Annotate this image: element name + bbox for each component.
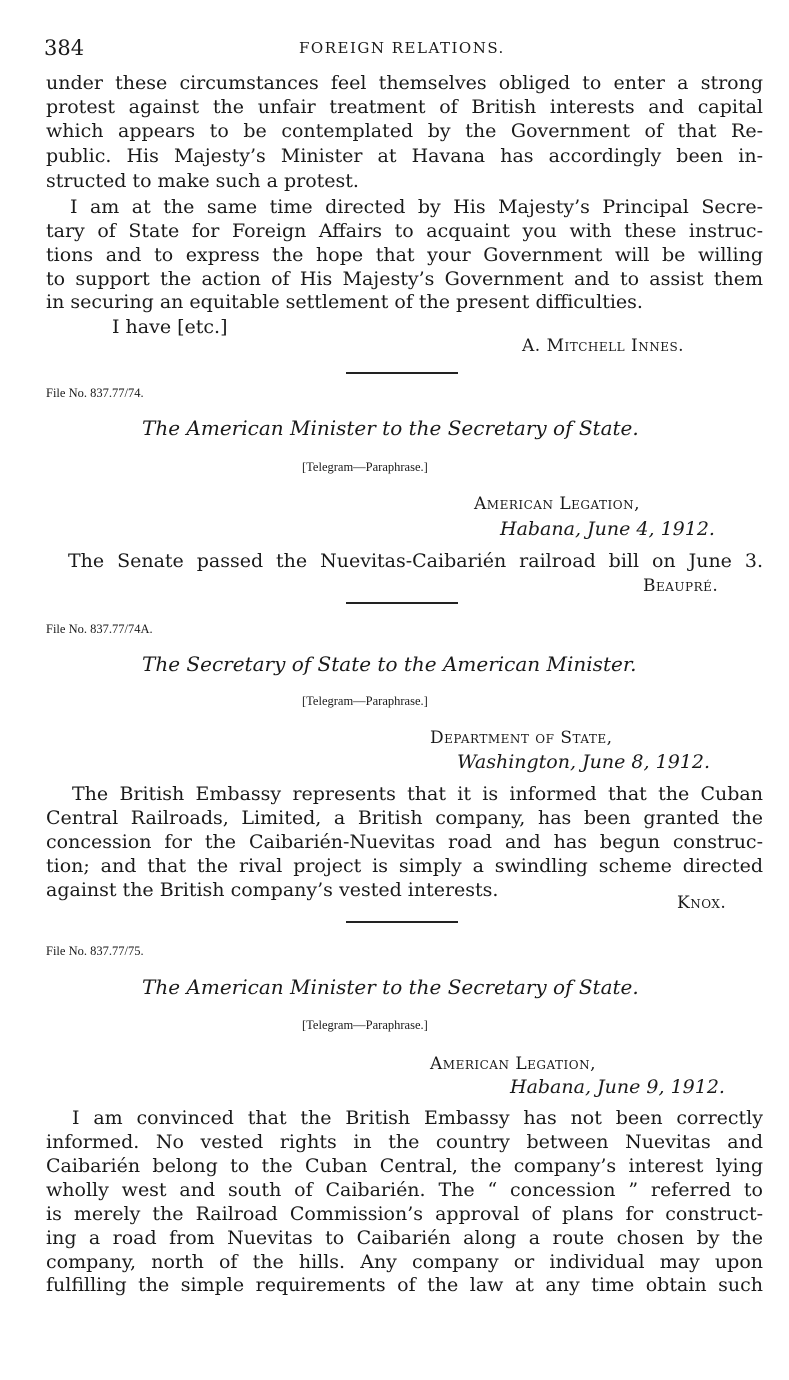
place-date: Habana, June 9, 1912.	[510, 1076, 725, 1098]
letter1-line-6: I am at the same time directed by His Majesty’s Principal Secre-	[70, 196, 763, 218]
sender-heading: Department of State,	[430, 728, 613, 748]
document-title: The American Minister to the Secretary of State.	[142, 416, 639, 440]
telegram-line-5: is merely the Railroad Commission’s approval of plans for construct-	[46, 1203, 763, 1225]
letter1-line-8: tions and to express the hope that your Government will be willing	[46, 244, 763, 266]
telegram-line-1: The British Embassy represents that it is informed that the Cuban	[72, 783, 763, 805]
telegram-body: The Senate passed the Nuevitas-Caibarién railroad bill on June 3.	[68, 550, 763, 572]
telegram-line-2: informed. No vested rights in the country between Nuevitas and	[46, 1131, 763, 1153]
file-number: File No. 837.77/74.	[46, 386, 144, 400]
section-divider	[346, 372, 458, 374]
signature: Knox.	[677, 893, 727, 913]
telegram-line-3: concession for the Caibarién-Nuevitas road and has begun construc-	[46, 831, 763, 853]
letter1-closing: I have [etc.]	[112, 316, 228, 338]
page-number: 384	[44, 36, 85, 60]
letter1-line-4: public. His Majesty’s Minister at Havana has accordingly been in-	[46, 145, 763, 167]
section-divider	[346, 921, 458, 923]
signature: Beaupré.	[643, 576, 719, 596]
sender-heading: American Legation,	[474, 494, 640, 514]
letter1-line-7: tary of State for Foreign Affairs to acquaint you with these instruc-	[46, 220, 763, 242]
file-number: File No. 837.77/75.	[46, 944, 144, 958]
telegram-line-8: fulfilling the simple requirements of the law at any time obtain such	[46, 1274, 763, 1296]
file-number: File No. 837.77/74A.	[46, 622, 153, 636]
telegram-line-3: Caibarién belong to the Cuban Central, the company’s interest lying	[46, 1155, 763, 1177]
telegram-note: [Telegram—Paraphrase.]	[302, 460, 428, 474]
telegram-line-4: tion; and that the rival project is simply a swindling scheme directed	[46, 855, 763, 877]
telegram-line-4: wholly west and south of Caibarién. The “ concession ” referred to	[46, 1179, 763, 1201]
telegram-line-6: ing a road from Nuevitas to Caibarién along a route chosen by the	[46, 1227, 763, 1249]
telegram-line-5: against the British company’s vested interests.	[46, 879, 499, 901]
section-divider	[346, 602, 458, 604]
telegram-note: [Telegram—Paraphrase.]	[302, 694, 428, 708]
place-date: Habana, June 4, 1912.	[500, 518, 715, 540]
letter1-line-5: structed to make such a protest.	[46, 170, 359, 192]
letter1-line-1: under these circumstances feel themselves obliged to enter a strong	[46, 72, 763, 94]
telegram-line-7: company, north of the hills. Any company or individual may upon	[46, 1251, 763, 1273]
telegram-line-2: Central Railroads, Limited, a British company, has been granted the	[46, 807, 763, 829]
place-date: Washington, June 8, 1912.	[457, 751, 710, 773]
telegram-line-1: I am convinced that the British Embassy has not been correctly	[72, 1107, 763, 1129]
letter1-signature: A. Mitchell Innes.	[522, 336, 685, 356]
document-title: The Secretary of State to the American Minister.	[142, 652, 637, 676]
running-title: FOREIGN RELATIONS.	[299, 39, 505, 57]
letter1-line-10: in securing an equitable settlement of the present difficulties.	[46, 291, 643, 313]
letter1-line-2: protest against the unfair treatment of British interests and capital	[46, 96, 763, 118]
sender-heading: American Legation,	[430, 1054, 596, 1074]
letter1-line-3: which appears to be contemplated by the Government of that Re-	[46, 120, 763, 142]
letter1-line-9: to support the action of His Majesty’s Government and to assist them	[46, 268, 763, 290]
telegram-note: [Telegram—Paraphrase.]	[302, 1018, 428, 1032]
document-title: The American Minister to the Secretary of State.	[142, 975, 639, 999]
